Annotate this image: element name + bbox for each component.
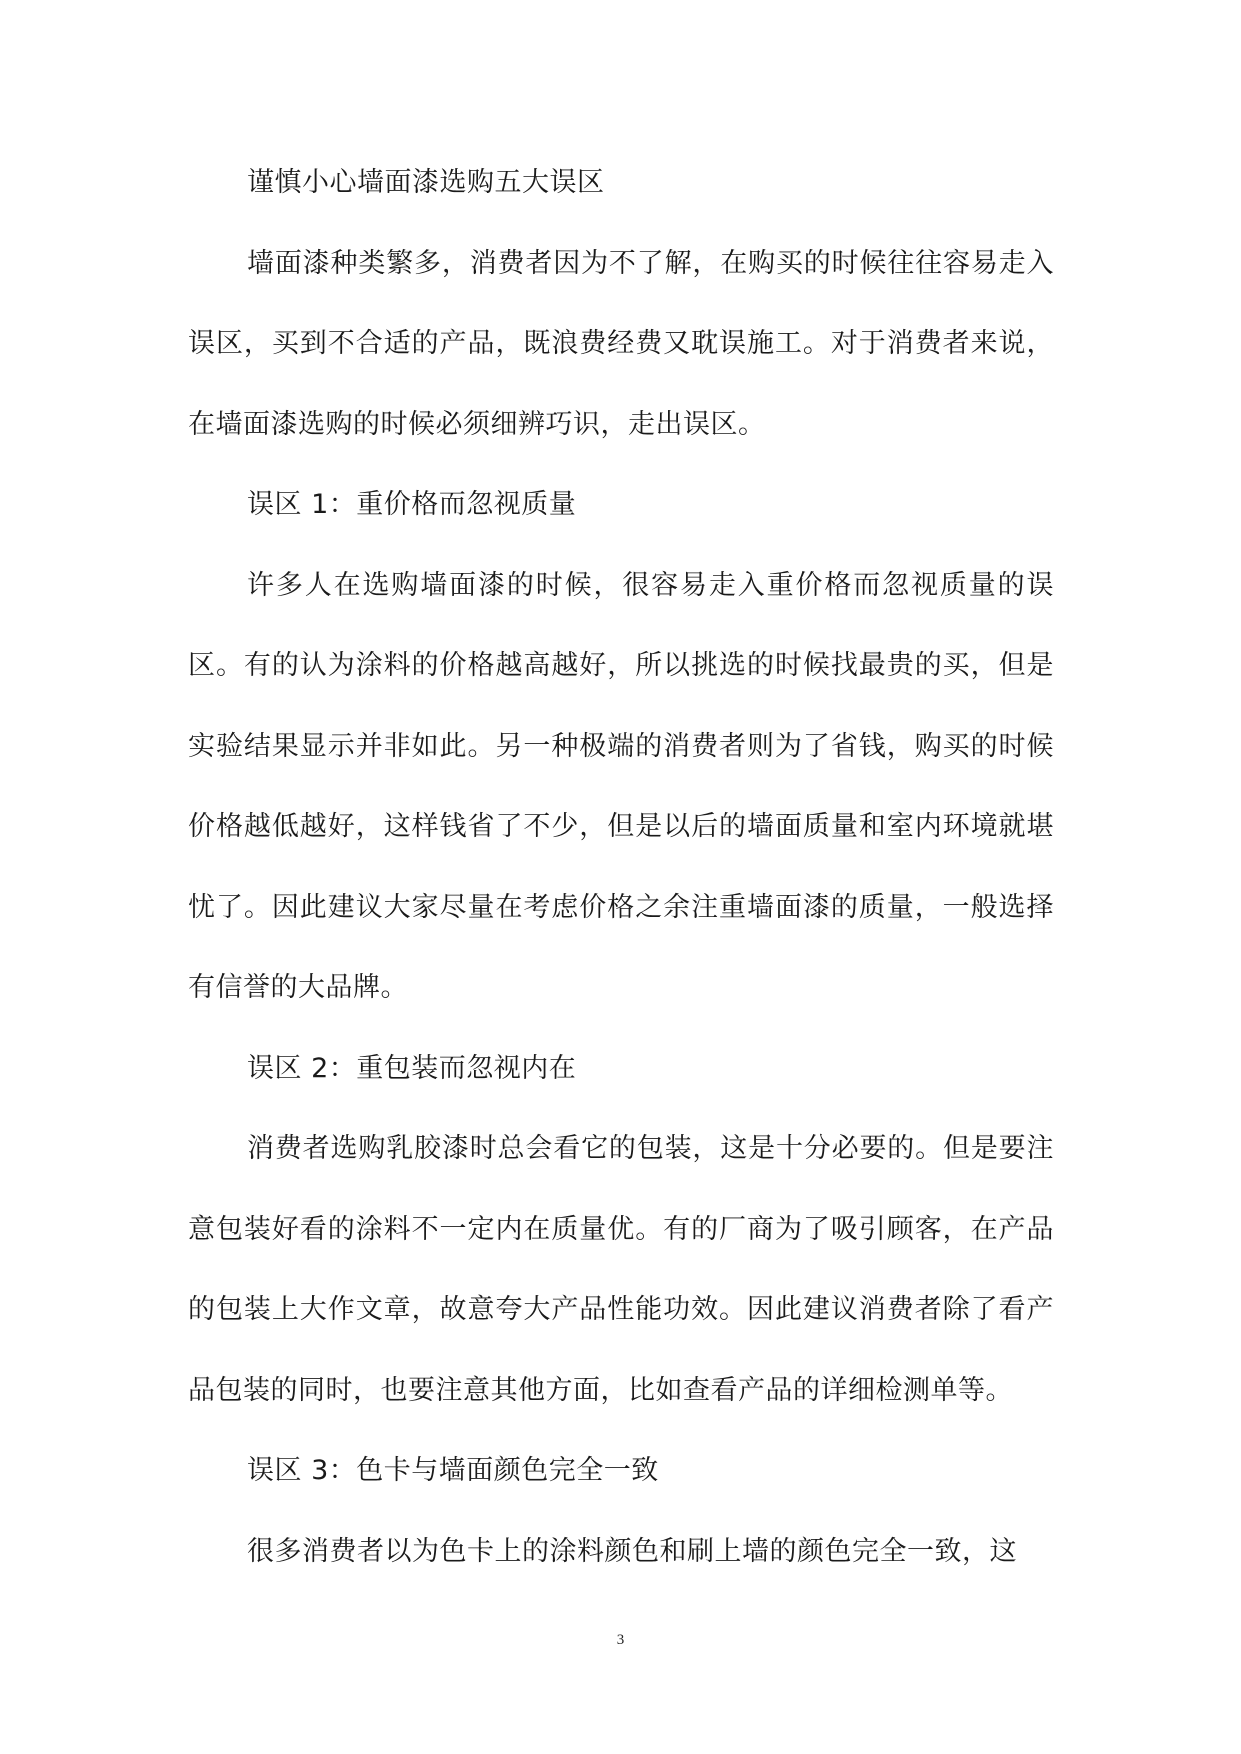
section-heading-3: 误区 3：色卡与墙面颜色完全一致 [247, 1455, 659, 1486]
intro-paragraph: 墙面漆种类繁多，消费者因为不了解，在购买的时候往往容易走入误区，买到不合适的产品，既浪费经费又耽误施工。对于消费者来说，在墙面漆选购的时候必须细辨巧识，走出误区。 [188, 247, 1054, 440]
section-paragraph-2: 消费者选购乳胶漆时总会看它的包装，这是十分必要的。但是要注意包装好看的涂料不一定内在质量优。有的厂商为了吸引顾客，在产品的包装上大作文章，故意夸大产品性能功效。因此建议消费者除了看产品包装的同时，也要注意其他方面，比如查看产品的详细检测单等。 [188, 1133, 1054, 1406]
section-paragraph-1: 许多人在选购墙面漆的时候，很容易走入重价格而忽视质量的误区。有的认为涂料的价格越高越好，所以挑选的时候找最贵的买，但是实验结果显示并非如此。另一种极端的消费者则为了省钱，购买的时候价格越低越好，这样钱省了不少，但是以后的墙面质量和室内环境就堪忧了。因此建议大家尽量在考虑价格之余注重墙面漆的质量，一般选择有信誉的大品牌。 [188, 569, 1054, 1003]
section-heading-2: 误区 2：重包装而忽视内在 [247, 1052, 577, 1084]
document-title: 谨慎小心墙面漆选购五大误区 [247, 167, 605, 198]
section-heading-1: 误区 1：重价格而忽视质量 [247, 489, 577, 520]
document-body [188, 143, 1054, 1592]
section-paragraph-3: 很多消费者以为色卡上的涂料颜色和刷上墙的颜色完全一致，这 [247, 1535, 1017, 1567]
page-number: 3 [616, 1632, 625, 1648]
